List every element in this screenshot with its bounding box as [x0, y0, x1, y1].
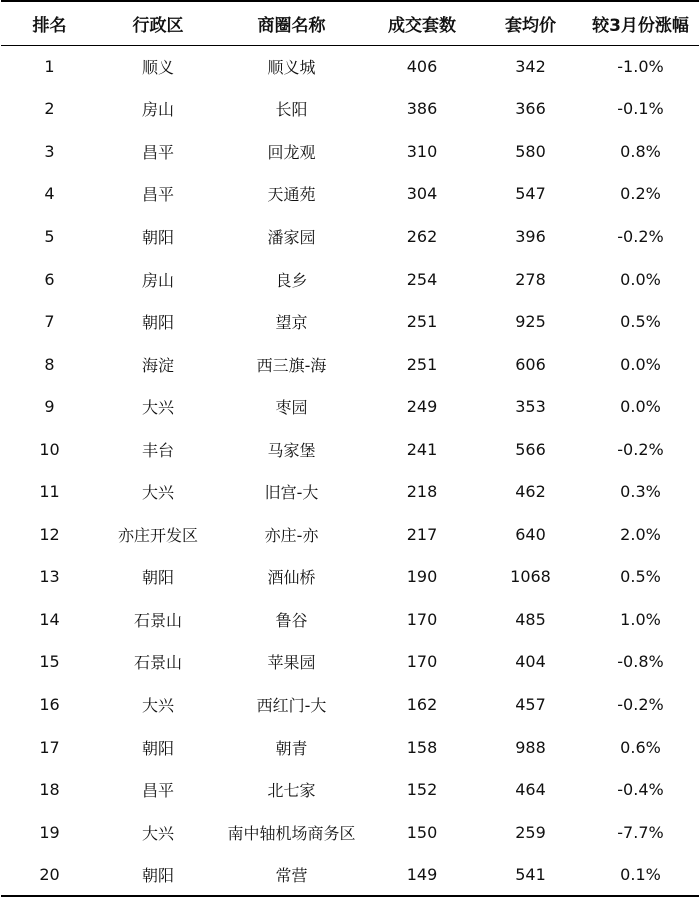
cell-district: 朝阳: [141, 227, 174, 247]
cell-business-area: 天通苑: [267, 185, 316, 205]
table-row: [1, 258, 699, 301]
cell-business-area: 马家堡: [267, 440, 316, 460]
cell-rank: 15: [39, 652, 60, 672]
cell-rank: 1: [44, 57, 55, 77]
cell-change-vs-march: -0.8%: [617, 652, 664, 672]
cell-business-area: 旧宫-大: [264, 483, 319, 503]
table-row: [1, 215, 699, 258]
cell-average-price: 259: [515, 822, 546, 842]
cell-transaction-count: 251: [406, 354, 438, 374]
cell-change-vs-march: 0.0%: [620, 269, 661, 289]
cell-average-price: 396: [515, 226, 546, 246]
cell-transaction-count: 158: [406, 737, 438, 757]
cell-transaction-count: 304: [406, 184, 438, 204]
cell-transaction-count: 218: [406, 482, 438, 502]
cell-average-price: 541: [479, 853, 582, 896]
cell-rank: 9: [44, 397, 55, 417]
cell-rank: 12: [39, 524, 60, 544]
cell-rank: 8: [44, 354, 55, 374]
cell-transaction-count: 386: [406, 99, 438, 119]
cell-business-area: 良乡: [275, 270, 308, 290]
table-body: [1, 45, 699, 896]
cell-transaction-count: 406: [406, 57, 438, 77]
cell-rank: 19: [39, 822, 60, 842]
cell-transaction-count: 262: [406, 226, 438, 246]
table-row: [1, 173, 699, 216]
header-district: 行政区: [98, 1, 218, 45]
cell-rank: 11: [39, 482, 60, 502]
cell-district: 大兴: [141, 823, 174, 843]
cell-rank: 17: [39, 737, 60, 757]
cell-change-vs-march: 0.0%: [620, 397, 661, 417]
table-row: [1, 556, 699, 599]
table-row: [1, 641, 699, 684]
cell-change-vs-march: 2.0%: [620, 524, 661, 544]
cell-transaction-count: 149: [365, 853, 479, 896]
cell-change-vs-march: -1.0%: [617, 57, 664, 77]
table-row: [1, 343, 699, 386]
cell-average-price: 366: [515, 99, 546, 119]
cell-change-vs-march: -0.2%: [617, 439, 664, 459]
cell-rank: 2: [44, 99, 55, 119]
cell-business-area: 酒仙桥: [267, 568, 316, 588]
cell-business-area: 西红门-大: [256, 695, 327, 715]
table-row: [1, 853, 699, 896]
table-row: [1, 470, 699, 513]
cell-district: 丰台: [141, 440, 174, 460]
cell-average-price: 342: [515, 57, 546, 77]
cell-average-price: 566: [515, 439, 546, 459]
cell-business-area: 朝青: [275, 738, 308, 758]
table-header: [1, 1, 699, 45]
cell-average-price: 1068: [510, 567, 551, 587]
cell-change-vs-march: 0.5%: [620, 312, 661, 332]
cell-transaction-count: 162: [406, 694, 438, 714]
table-row: [1, 598, 699, 641]
header-change-vs-march: 较3月份涨幅: [582, 1, 699, 45]
table-row: [1, 811, 699, 854]
cell-average-price: 464: [515, 780, 546, 800]
cell-transaction-count: 241: [406, 439, 438, 459]
cell-rank: 18: [39, 780, 60, 800]
cell-change-vs-march: 0.0%: [620, 354, 661, 374]
cell-district: 大兴: [141, 483, 174, 503]
cell-business-area: 枣园: [275, 398, 308, 418]
cell-rank: 3: [44, 141, 55, 161]
cell-district: 昌平: [141, 142, 174, 162]
cell-district: 朝阳: [141, 313, 174, 333]
cell-transaction-count: 310: [406, 141, 438, 161]
cell-average-price: 457: [515, 694, 546, 714]
cell-change-vs-march: 0.2%: [620, 184, 661, 204]
cell-transaction-count: 217: [406, 524, 438, 544]
cell-transaction-count: 170: [406, 652, 438, 672]
cell-change-vs-march: -0.1%: [617, 99, 664, 119]
table-row: [1, 385, 699, 428]
cell-business-area: 北七家: [267, 781, 316, 801]
cell-average-price: 640: [515, 524, 546, 544]
cell-change-vs-march: 0.1%: [582, 853, 699, 896]
cell-rank: 20: [1, 853, 98, 896]
cell-average-price: 925: [515, 312, 546, 332]
cell-rank: 6: [44, 269, 55, 289]
cell-transaction-count: 170: [406, 609, 438, 629]
cell-average-price: 580: [515, 141, 546, 161]
cell-change-vs-march: 0.6%: [620, 737, 661, 757]
cell-rank: 10: [39, 439, 60, 459]
cell-average-price: 485: [515, 609, 546, 629]
cell-business-area: 望京: [275, 313, 308, 333]
cell-district: 海淀: [141, 355, 174, 375]
cell-average-price: 278: [515, 269, 546, 289]
cell-rank: 14: [39, 609, 60, 629]
header-transaction-count: 成交套数: [365, 1, 479, 45]
cell-transaction-count: 251: [406, 312, 438, 332]
header-business-area: 商圈名称: [218, 1, 365, 45]
cell-average-price: 606: [515, 354, 546, 374]
cell-transaction-count: 152: [406, 780, 438, 800]
cell-average-price: 547: [515, 184, 546, 204]
table-row: [1, 768, 699, 811]
cell-business-area: 鲁谷: [275, 610, 308, 630]
cell-change-vs-march: 1.0%: [620, 609, 661, 629]
cell-transaction-count: 190: [406, 567, 438, 587]
cell-district: 房山: [141, 100, 174, 120]
cell-district: 大兴: [141, 398, 174, 418]
cell-business-area: 顺义城: [267, 58, 316, 78]
cell-business-area: 潘家园: [267, 227, 316, 247]
cell-district: 昌平: [141, 781, 174, 801]
cell-district: 房山: [141, 270, 174, 290]
cell-district: 朝阳: [98, 853, 218, 896]
table-row: [1, 88, 699, 131]
table-row: [1, 726, 699, 769]
business-district-ranking-table: [1, 0, 699, 897]
cell-average-price: 404: [515, 652, 546, 672]
cell-change-vs-march: 0.3%: [620, 482, 661, 502]
cell-change-vs-march: 0.8%: [620, 141, 661, 161]
cell-rank: 5: [44, 226, 55, 246]
cell-rank: 16: [39, 694, 60, 714]
cell-district: 朝阳: [141, 568, 174, 588]
table-row: [1, 130, 699, 173]
cell-change-vs-march: -0.2%: [617, 694, 664, 714]
header-average-price: 套均价: [479, 1, 582, 45]
cell-district: 昌平: [141, 185, 174, 205]
cell-district: 石景山: [133, 610, 182, 630]
cell-change-vs-march: -0.4%: [617, 780, 664, 800]
table-row: [1, 428, 699, 471]
cell-rank: 4: [44, 184, 55, 204]
cell-business-area: 长阳: [275, 100, 308, 120]
cell-average-price: 462: [515, 482, 546, 502]
cell-district: 朝阳: [141, 738, 174, 758]
header-row: [1, 1, 699, 45]
cell-transaction-count: 249: [406, 397, 438, 417]
cell-business-area: 苹果园: [267, 653, 316, 673]
cell-district: 石景山: [133, 653, 182, 673]
cell-district: 亦庄开发区: [117, 525, 198, 545]
cell-district: 大兴: [141, 695, 174, 715]
cell-rank: 7: [44, 312, 55, 332]
header-rank: 排名: [1, 1, 98, 45]
cell-business-area: 亦庄-亦: [264, 525, 319, 545]
table-row: [1, 45, 699, 88]
cell-change-vs-march: -0.2%: [617, 226, 664, 246]
cell-business-area: 南中轴机场商务区: [227, 823, 356, 843]
table-row: [1, 683, 699, 726]
cell-district: 顺义: [141, 58, 174, 78]
cell-change-vs-march: 0.5%: [620, 567, 661, 587]
cell-average-price: 988: [515, 737, 546, 757]
table-row: [1, 300, 699, 343]
cell-business-area: 西三旗-海: [256, 355, 327, 375]
table-row: [1, 513, 699, 556]
cell-transaction-count: 150: [406, 822, 438, 842]
cell-business-area: 回龙观: [267, 142, 316, 162]
cell-business-area: 常营: [218, 853, 365, 896]
cell-change-vs-march: -7.7%: [617, 822, 664, 842]
cell-average-price: 353: [515, 397, 546, 417]
cell-transaction-count: 254: [406, 269, 438, 289]
cell-rank: 13: [39, 567, 60, 587]
